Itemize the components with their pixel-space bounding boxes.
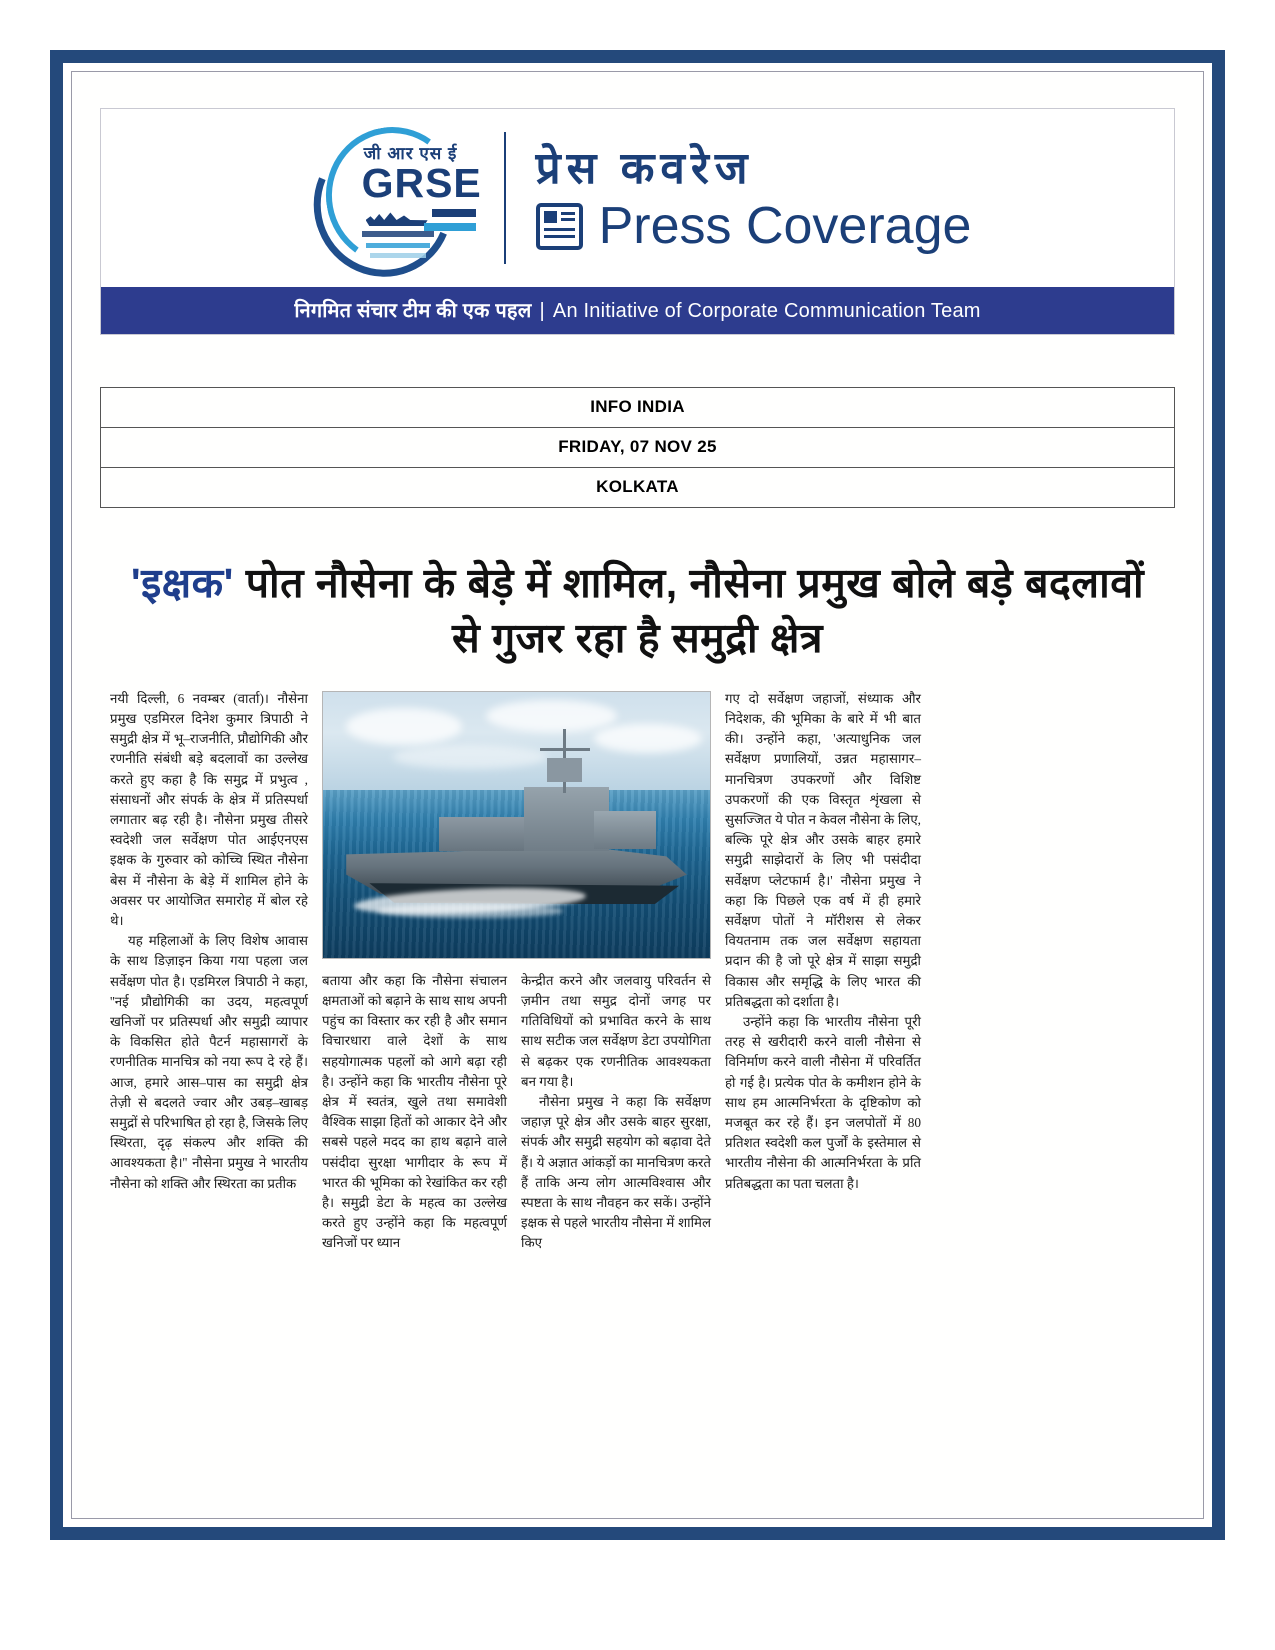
headline-rest: पोत नौसेना के बेड़े में शामिल, नौसेना प्रमुख बोले बड़े बदलावों से गुजर रहा है समुद्री क्षेत्र [233, 560, 1145, 662]
table-row [101, 388, 1175, 428]
photo-ship-yardarm [540, 748, 590, 751]
news-article [110, 556, 1165, 1264]
masthead [100, 108, 1175, 335]
headline-accent: 'इक्षक' [130, 560, 234, 606]
logo-bar-cyan [424, 223, 476, 231]
masthead-top [101, 109, 1174, 287]
masthead-divider [504, 132, 506, 264]
logo-wave-3 [370, 253, 426, 258]
logo-wave-1 [362, 231, 434, 237]
paragraph: नयी दिल्ली, 6 नवम्बर (वार्ता)। नौसेना प्रमुख एडमिरल दिनेश कुमार त्रिपाठी ने समुद्री क्षेत्र में भू–राजनीति, प्रौद्योगिकी और रणनीति संबंधी बड़े बदलावों का उल्लेख करते हुए कहा है कि समुद्र में प्रभुत्व , संसाधनों और संपर्क के क्षेत्र में प्रतिस्पर्धा लगातार बढ़ रही है। नौसेना प्रमुख तीसरे स्वदेशी जल सर्वेक्षण पोत आईएनएस इक्षक के गुरुवार को कोच्चि स्थित नौसेना बेस में नौसेना के बेड़े में शामिल होने के अवसर पर आयोजित समारोह में बोल रहे थे। [110, 690, 308, 928]
logo-hindi-abbr: जी आर एस ई [363, 144, 458, 163]
photo-wake-trail [377, 904, 563, 917]
photo-ship-stern-structure [594, 811, 656, 848]
photo-cloud [393, 745, 548, 769]
info-publication: INFO INDIA [101, 388, 1175, 428]
article-column-1 [110, 689, 308, 1194]
photo-ship-deck-structure [439, 817, 524, 852]
logo-acronym: GRSE [361, 160, 482, 206]
page-inner-area [71, 71, 1204, 1519]
page-border-frame [50, 50, 1225, 1540]
paragraph: उन्होंने कहा कि भारतीय नौसेना पूरी तरह से खरीदारी करने वाली नौसेना से विनिर्माण करने वाली नौसेना में परिवर्तित हो गई है। प्रत्येक पोत के कमीशन होने के साथ हम आत्मनिर्भरता के दृष्टिकोण को मजबूत कर रहे हैं। इन जलपोतों में 80 प्रतिशत स्वदेशी कल पुर्जों के इस्तेमाल से भारतीय नौसेना की आत्मनिर्भरता के प्रति प्रतिबद्धता का पता चलता है। [725, 1013, 921, 1191]
paragraph: नौसेना प्रमुख ने कहा कि सर्वेक्षण जहाज़ पूरे क्षेत्र और उसके बाहर सुरक्षा, संपर्क और समुद्री सहयोग को बढ़ावा देते हैं। ये अज्ञात आंकड़ों का मानचित्रण करते हैं ताकि अन्य लोग आत्मविश्वास और स्पष्टता के साथ नौवहन कर सकें। उन्होंने इक्षक से पहले भारतीय नौसेना में शामिल किए [521, 1093, 711, 1251]
masthead-tagline-bar [101, 287, 1174, 334]
photo-cloud [594, 724, 702, 753]
info-date: FRIDAY, 07 NOV 25 [101, 428, 1175, 468]
table-row [101, 428, 1175, 468]
paragraph: बताया और कहा कि नौसेना संचालन क्षमताओं को बढ़ाने के साथ साथ अपनी पहुंच का विस्तार कर रही है और समान विचारधारा वाले देशों के साथ सहयोगात्मक पहलों को आगे बढ़ा रही है। उन्होंने कहा कि भारतीय नौसेना पूरे क्षेत्र में स्वतंत्र, खुले तथा समावेशी वैश्विक साझा हितों को आकार देने और सबसे पहले मदद का हाथ बढ़ाने वाले पसंदीदा सुरक्षा भागीदार के रूप में भारत की भूमिका को रेखांकित कर रही है। समुद्री डेटा के महत्व का उल्लेख करते हुए उन्होंने कहा कि महत्वपूर्ण खनिजों पर ध्यान [322, 972, 507, 1251]
publication-info-table [100, 387, 1175, 508]
article-column-2 [322, 971, 507, 1254]
photo-ship-radar [547, 758, 582, 782]
masthead-titles [535, 143, 972, 256]
paragraph: केन्द्रीत करने और जलवायु परिवर्तन से ज़मीन तथा समुद्र दोनों जगह पर गतिविधियों को प्रभावित करने के साथ साथ सटीक जल सर्वेक्षण डेटा उपयोगिता से बढ़कर एक रणनीतिक आवश्यकता बन गया है। [521, 972, 711, 1089]
masthead-title-hindi: प्रेस कवरेज [535, 143, 754, 193]
newspaper-icon [536, 203, 583, 250]
article-column-3 [521, 971, 711, 1254]
info-city: KOLKATA [101, 468, 1175, 508]
masthead-title-english: Press Coverage [598, 197, 972, 256]
grse-logo [304, 123, 492, 273]
paragraph: गए दो सर्वेक्षण जहाजों, संध्याक और निदेशक, की भूमिका के बारे में भी बात की। उन्होंने कहा, 'अत्याधुनिक जल सर्वेक्षण प्रणालियों, उन्नत महासागर–मानचित्रण उपकरणों और विशिष्ट उपकरणों की एक विस्तृत शृंखला से सुसज्जित ये पोत न केवल नौसेना के लिए, बल्कि पूरे क्षेत्र और उसके बाहर हमारे समुद्री साझेदारों के लिए भी पसंदीदा सर्वेक्षण प्लेटफार्म है।' नौसेना प्रमुख ने कहा कि पिछले एक वर्ष में ही हमारे सर्वेक्षण पोतों ने मॉरीशस से लेकर वियतनाम तक जल सर्वेक्षण सहायता प्रदान की है जो पूरे क्षेत्र में साझा समुद्री विकास और समृद्धि के लिए भारत की प्रतिबद्धता को दर्शाता है। [725, 690, 921, 1009]
photo-cloud [346, 708, 462, 745]
tagline-separator: | [539, 300, 545, 322]
tagline-english: An Initiative of Corporate Communication Team [552, 300, 981, 322]
paragraph: यह महिलाओं के लिए विशेष आवास के साथ डिज़ाइन किया गया पहला जल सर्वेक्षण पोत है। एडमिरल त्रिपाठी ने कहा, ''नई प्रौद्योगिकी का उदय, महत्वपूर्ण खनिजों पर प्रतिस्पर्धा और समुद्री व्यापार के विकसित होते पैटर्न महासागरों के रणनीतिक मानचित्र को नया रूप दे रहे हैं। आज, हमारे आस–पास का समुद्री क्षेत्र तेज़ी से बदलते ज्वार और उबड़–खाबड़ समुद्रों से परिभाषित हो रहा है, जिसके लिए स्थिरता, दृढ़ संकल्प और शक्ति की आवश्यकता है।'' नौसेना प्रमुख ने भारतीय नौसेना को शक्ति और स्थिरता का प्रतीक [110, 933, 308, 1191]
logo-wave-2 [366, 243, 430, 248]
masthead-title-english-row [536, 197, 972, 256]
article-body [110, 689, 1165, 1264]
tagline-hindi: निगमित संचार टीम की एक पहल [294, 300, 532, 322]
table-row [101, 468, 1175, 508]
naval-survey-vessel-photo [322, 691, 711, 959]
article-column-4 [725, 689, 921, 1194]
logo-bar-dark [432, 209, 476, 217]
photo-cloud [486, 700, 618, 732]
page-title [110, 556, 1165, 667]
